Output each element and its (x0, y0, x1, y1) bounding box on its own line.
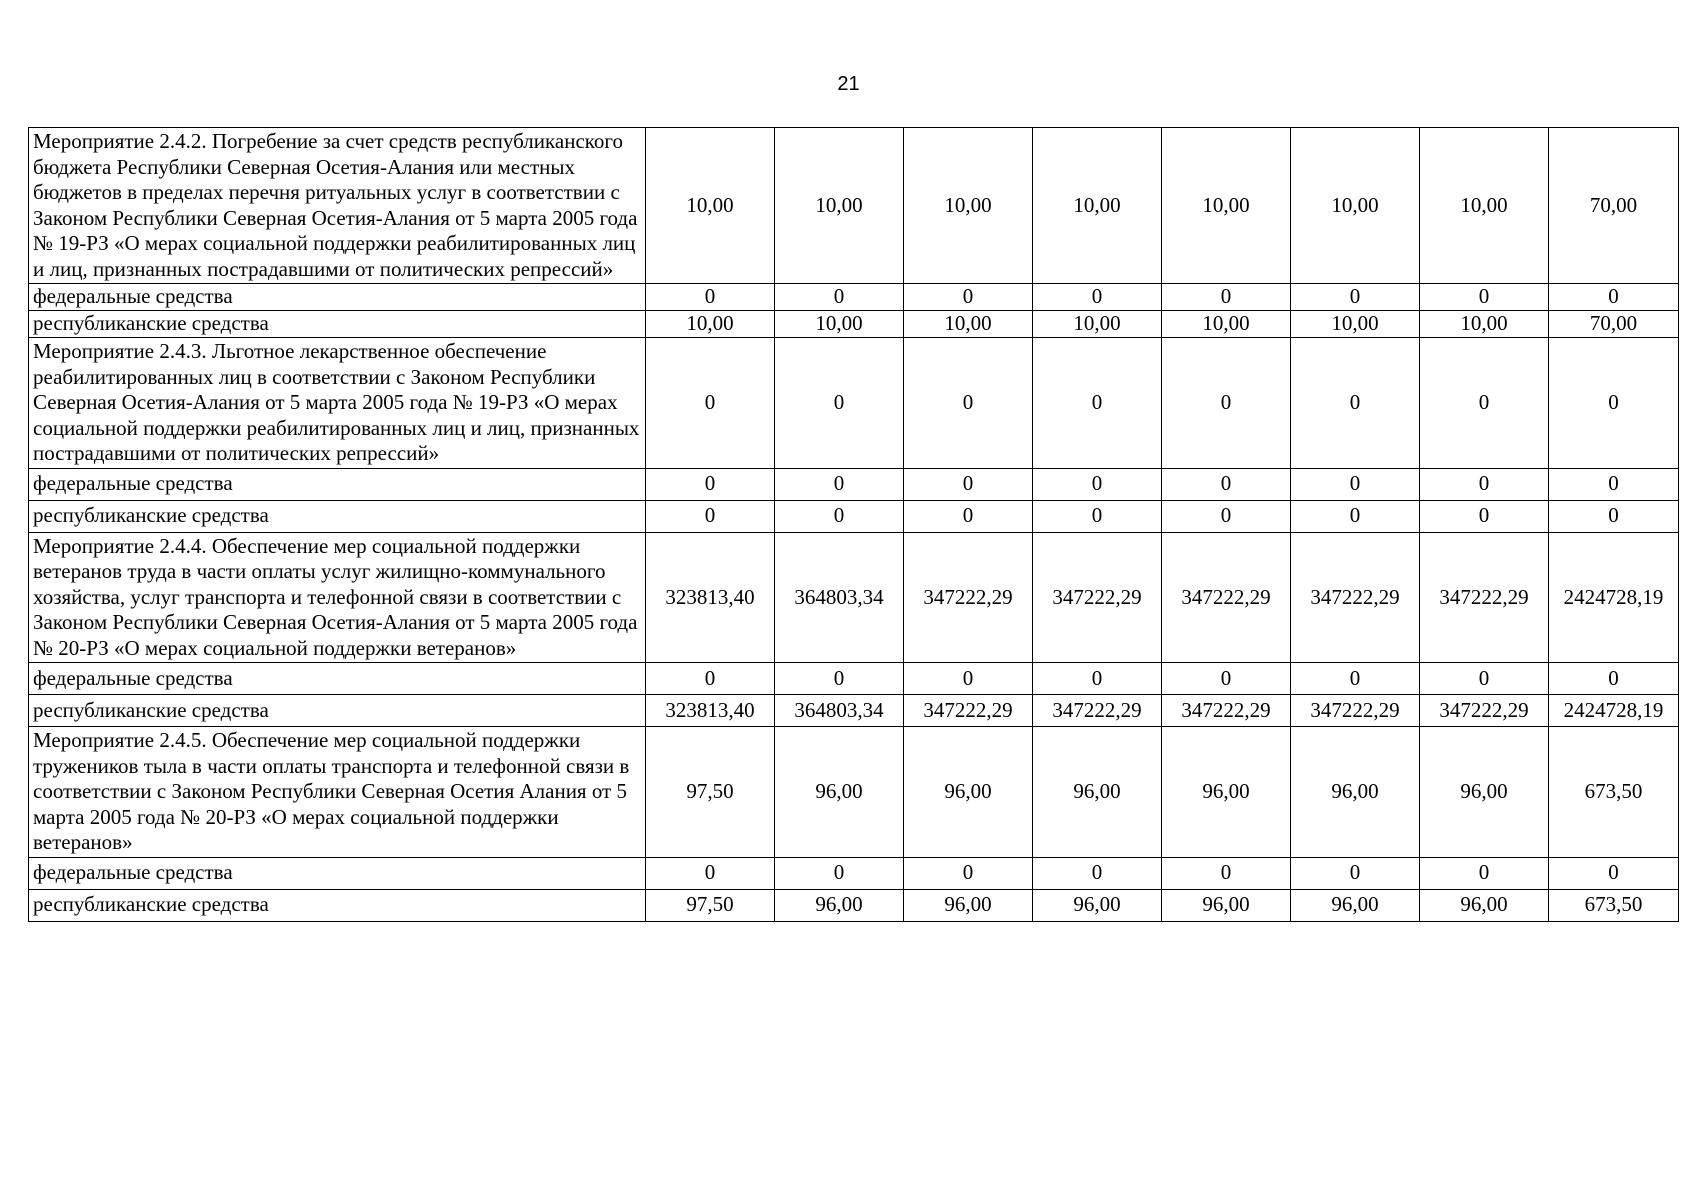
table-row-funding-source (29, 500, 1679, 532)
total-value-cell: 0 (1549, 500, 1679, 532)
year-value-cell: 96,00 (904, 727, 1033, 858)
total-value-cell: 2424728,19 (1549, 532, 1679, 663)
year-value-cell: 0 (1420, 284, 1549, 311)
year-value-cell: 96,00 (1291, 889, 1420, 921)
year-value-cell: 96,00 (775, 727, 904, 858)
year-value-cell: 0 (1033, 663, 1162, 695)
year-value-cell: 10,00 (1291, 311, 1420, 338)
total-value-cell: 0 (1549, 338, 1679, 469)
year-value-cell: 323813,40 (646, 532, 775, 663)
year-value-cell: 0 (1291, 857, 1420, 889)
page-number: 21 (837, 73, 860, 95)
table-row-funding-source (29, 889, 1679, 921)
funding-source-label-cell: федеральные средства (29, 284, 646, 311)
year-value-cell: 10,00 (1162, 128, 1291, 284)
year-value-cell: 0 (904, 500, 1033, 532)
year-value-cell: 0 (1291, 338, 1420, 469)
year-value-cell: 0 (904, 663, 1033, 695)
year-value-cell: 10,00 (1420, 311, 1549, 338)
year-value-cell: 0 (1162, 468, 1291, 500)
table-row-funding-source (29, 695, 1679, 727)
year-value-cell: 0 (904, 468, 1033, 500)
total-value-cell: 673,50 (1549, 727, 1679, 858)
year-value-cell: 10,00 (1420, 128, 1549, 284)
year-value-cell: 10,00 (904, 128, 1033, 284)
funding-source-label-cell: республиканские средства (29, 889, 646, 921)
event-description-cell: Мероприятие 2.4.5. Обеспечение мер социальной поддержки тружеников тыла в части оплаты транспорта и телефонной связи в соответствии с Законом Республики Северная Осетия Алания от 5 марта 2005 года № 20-РЗ «О мерах социальной поддержки ветеранов» (29, 727, 646, 858)
year-value-cell: 347222,29 (1033, 532, 1162, 663)
event-description-cell: Мероприятие 2.4.3. Льготное лекарственное обеспечение реабилитированных лиц в соответствии с Законом Республики Северная Осетия-Алания от 5 марта 2005 года № 19-РЗ «О мерах социальной поддержки реабилитированных лиц и лиц, признанных пострадавшими от политических репрессий» (29, 338, 646, 469)
total-value-cell: 0 (1549, 468, 1679, 500)
year-value-cell: 0 (646, 284, 775, 311)
funding-source-label-cell: федеральные средства (29, 663, 646, 695)
year-value-cell: 0 (1033, 338, 1162, 469)
year-value-cell: 364803,34 (775, 695, 904, 727)
year-value-cell: 96,00 (1033, 727, 1162, 858)
funding-source-label-cell: республиканские средства (29, 500, 646, 532)
year-value-cell: 0 (775, 338, 904, 469)
year-value-cell: 0 (1291, 284, 1420, 311)
year-value-cell: 96,00 (1291, 727, 1420, 858)
total-value-cell: 2424728,19 (1549, 695, 1679, 727)
funding-source-label-cell: республиканские средства (29, 311, 646, 338)
year-value-cell: 0 (1033, 857, 1162, 889)
event-description-cell: Мероприятие 2.4.2. Погребение за счет средств республиканского бюджета Республики Северная Осетия-Алания или местных бюджетов в пределах перечня ритуальных услуг в соответствии с Законом Республики Северная Осетия-Алания от 5 марта 2005 года № 19-РЗ «О мерах социальной поддержки реабилитированных лиц и лиц, признанных пострадавшими от политических репрессий» (29, 128, 646, 284)
year-value-cell: 0 (1291, 663, 1420, 695)
year-value-cell: 10,00 (904, 311, 1033, 338)
year-value-cell: 0 (904, 857, 1033, 889)
total-value-cell: 0 (1549, 663, 1679, 695)
year-value-cell: 0 (1420, 468, 1549, 500)
year-value-cell: 10,00 (646, 128, 775, 284)
year-value-cell: 0 (646, 468, 775, 500)
year-value-cell: 0 (1162, 338, 1291, 469)
year-value-cell: 10,00 (646, 311, 775, 338)
year-value-cell: 96,00 (1420, 727, 1549, 858)
table-row-funding-source (29, 284, 1679, 311)
year-value-cell: 347222,29 (1162, 532, 1291, 663)
year-value-cell: 347222,29 (1162, 695, 1291, 727)
table-body (29, 128, 1679, 922)
year-value-cell: 0 (1033, 500, 1162, 532)
year-value-cell: 347222,29 (904, 532, 1033, 663)
year-value-cell: 347222,29 (1420, 532, 1549, 663)
year-value-cell: 0 (904, 338, 1033, 469)
year-value-cell: 323813,40 (646, 695, 775, 727)
funding-source-label-cell: федеральные средства (29, 468, 646, 500)
year-value-cell: 0 (1033, 468, 1162, 500)
year-value-cell: 10,00 (1162, 311, 1291, 338)
year-value-cell: 347222,29 (1420, 695, 1549, 727)
table-row-event (29, 532, 1679, 663)
year-value-cell: 96,00 (1033, 889, 1162, 921)
year-value-cell: 347222,29 (1291, 695, 1420, 727)
table-row-funding-source (29, 663, 1679, 695)
year-value-cell: 0 (646, 500, 775, 532)
total-value-cell: 0 (1549, 284, 1679, 311)
event-description-cell: Мероприятие 2.4.4. Обеспечение мер социальной поддержки ветеранов труда в части оплаты услуг жилищно-коммунального хозяйства, услуг транспорта и телефонной связи в соответствии с Законом Республики Северная Осетия-Алания от 5 марта 2005 года № 20-РЗ «О мерах социальной поддержки ветеранов» (29, 532, 646, 663)
total-value-cell: 0 (1549, 857, 1679, 889)
year-value-cell: 0 (775, 857, 904, 889)
year-value-cell: 0 (1420, 857, 1549, 889)
year-value-cell: 0 (1420, 663, 1549, 695)
total-value-cell: 673,50 (1549, 889, 1679, 921)
year-value-cell: 10,00 (775, 128, 904, 284)
year-value-cell: 0 (1162, 284, 1291, 311)
year-value-cell: 0 (1420, 500, 1549, 532)
year-value-cell: 0 (1162, 500, 1291, 532)
funding-source-label-cell: республиканские средства (29, 695, 646, 727)
year-value-cell: 96,00 (1420, 889, 1549, 921)
total-value-cell: 70,00 (1549, 311, 1679, 338)
table-row-funding-source (29, 311, 1679, 338)
year-value-cell: 0 (904, 284, 1033, 311)
year-value-cell: 97,50 (646, 727, 775, 858)
table-row-event (29, 128, 1679, 284)
year-value-cell: 96,00 (1162, 727, 1291, 858)
year-value-cell: 10,00 (1033, 128, 1162, 284)
year-value-cell: 0 (1291, 500, 1420, 532)
year-value-cell: 10,00 (775, 311, 904, 338)
year-value-cell: 0 (1033, 284, 1162, 311)
table-row-funding-source (29, 468, 1679, 500)
table-row-event (29, 727, 1679, 858)
table-row-event (29, 338, 1679, 469)
year-value-cell: 0 (646, 857, 775, 889)
year-value-cell: 0 (1162, 663, 1291, 695)
year-value-cell: 364803,34 (775, 532, 904, 663)
funding-table (28, 127, 1679, 922)
year-value-cell: 347222,29 (1291, 532, 1420, 663)
year-value-cell: 10,00 (1033, 311, 1162, 338)
table-row-funding-source (29, 857, 1679, 889)
year-value-cell: 0 (775, 663, 904, 695)
year-value-cell: 96,00 (1162, 889, 1291, 921)
funding-source-label-cell: федеральные средства (29, 857, 646, 889)
year-value-cell: 347222,29 (1033, 695, 1162, 727)
year-value-cell: 0 (775, 500, 904, 532)
year-value-cell: 0 (1291, 468, 1420, 500)
year-value-cell: 0 (1162, 857, 1291, 889)
year-value-cell: 347222,29 (904, 695, 1033, 727)
year-value-cell: 10,00 (1291, 128, 1420, 284)
year-value-cell: 97,50 (646, 889, 775, 921)
year-value-cell: 0 (1420, 338, 1549, 469)
year-value-cell: 96,00 (775, 889, 904, 921)
year-value-cell: 0 (775, 468, 904, 500)
year-value-cell: 0 (646, 338, 775, 469)
year-value-cell: 0 (775, 284, 904, 311)
year-value-cell: 96,00 (904, 889, 1033, 921)
year-value-cell: 0 (646, 663, 775, 695)
total-value-cell: 70,00 (1549, 128, 1679, 284)
